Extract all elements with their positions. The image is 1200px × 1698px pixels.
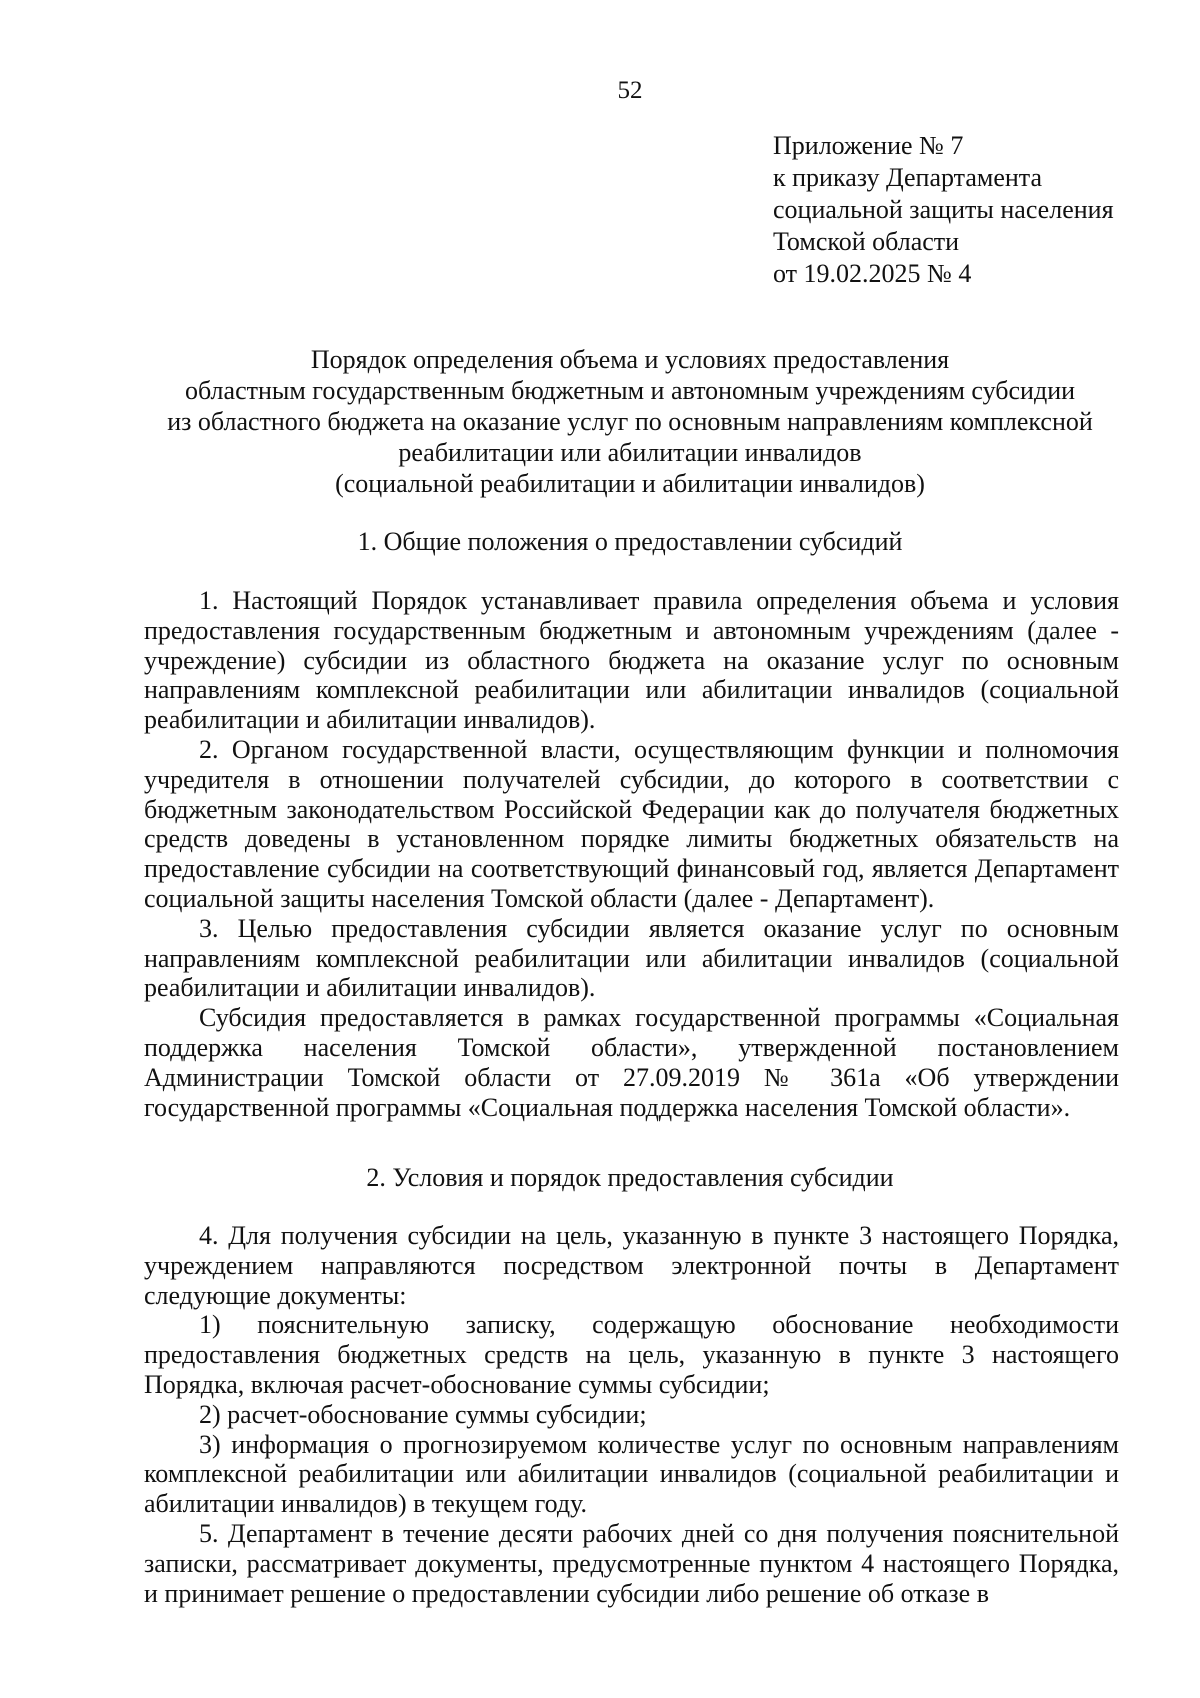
paragraph: 4. Для получения субсидии на цель, указанную в пункте 3 настоящего Порядка, учреждением направляются посредством электронной почты в Департамент следующие документы: [144, 1221, 1119, 1310]
paragraph: 3) информация о прогнозируемом количестве услуг по основным направлениям комплексной реабилитации или абилитации инвалидов (социальной реабилитации и абилитации инвалидов) в текущем году. [144, 1429, 1119, 1519]
appendix-line: Приложение № 7 [773, 131, 964, 160]
paragraph: 2. Органом государственной власти, осуществляющим функции и полномочия учредителя в отношении получателей субсидии, до которого в соответствии с бюджетным законодательством Российской Федерации как до получателя бюджетных средств доведены в установленном порядке лимиты бюджетных обязательств на предоставление субсидии на соответствующий финансовый год, является Департамент социальной защиты населения Томской области (далее - Департамент). [144, 734, 1119, 913]
appendix-line: к приказу Департамента [773, 163, 1043, 192]
section-2-body [144, 1221, 1119, 1608]
appendix-line: от 19.02.2025 № 4 [773, 259, 972, 288]
appendix-line: Томской области [773, 227, 960, 256]
title-line: областным государственным бюджетным и автономным учреждениям субсидии [184, 376, 1076, 405]
title-line: Порядок определения объема и условиях предоставления [310, 345, 950, 374]
section-heading-1: 1. Общие положения о предоставлении субсидий [357, 527, 903, 556]
page-number: 52 [617, 77, 643, 104]
paragraph: 3. Целью предоставления субсидии является оказание услуг по основным направлениям комплексной реабилитации или абилитации инвалидов (социальной реабилитации и абилитации инвалидов). [144, 913, 1119, 1003]
title-line: из областного бюджета на оказание услуг по основным направлениям комплексной [167, 407, 1093, 436]
section-heading-2: 2. Условия и порядок предоставления субсидии [366, 1163, 894, 1192]
section-1-body [144, 586, 1119, 1122]
paragraph: 2) расчет-обоснование суммы субсидии; [199, 1399, 647, 1429]
paragraph: Субсидия предоставляется в рамках государственной программы «Социальная поддержка населения Томской области», утвержденной постановлением Администрации Томской области от 27.09.2019 № 361а «Об утверждении государственной программы «Социальная поддержка населения Томской области». [144, 1003, 1119, 1122]
title-line: (социальной реабилитации и абилитации инвалидов) [335, 469, 925, 498]
document-title [140, 344, 1120, 499]
title-line: реабилитации или абилитации инвалидов [398, 438, 862, 467]
appendix-header [773, 130, 1114, 290]
paragraph: 5. Департамент в течение десяти рабочих дней со дня получения пояснительной записки, рассматривает документы, предусмотренные пунктом 4 настоящего Порядка, и принимает решение о предоставлении субсидии либо решение об отказе в [144, 1518, 1119, 1608]
paragraph: 1. Настоящий Порядок устанавливает правила определения объема и условия предоставления государственным бюджетным и автономным учреждениям (далее - учреждение) субсидии из областного бюджета на оказание услуг по основным направлениям комплексной реабилитации или абилитации инвалидов (социальной реабилитации и абилитации инвалидов). [144, 586, 1119, 735]
paragraph: 1) пояснительную записку, содержащую обоснование необходимости предоставления бюджетных средств на цель, указанную в пункте 3 настоящего Порядка, включая расчет-обоснование суммы субсидии; [144, 1310, 1119, 1399]
appendix-line: социальной защиты населения [773, 195, 1114, 224]
